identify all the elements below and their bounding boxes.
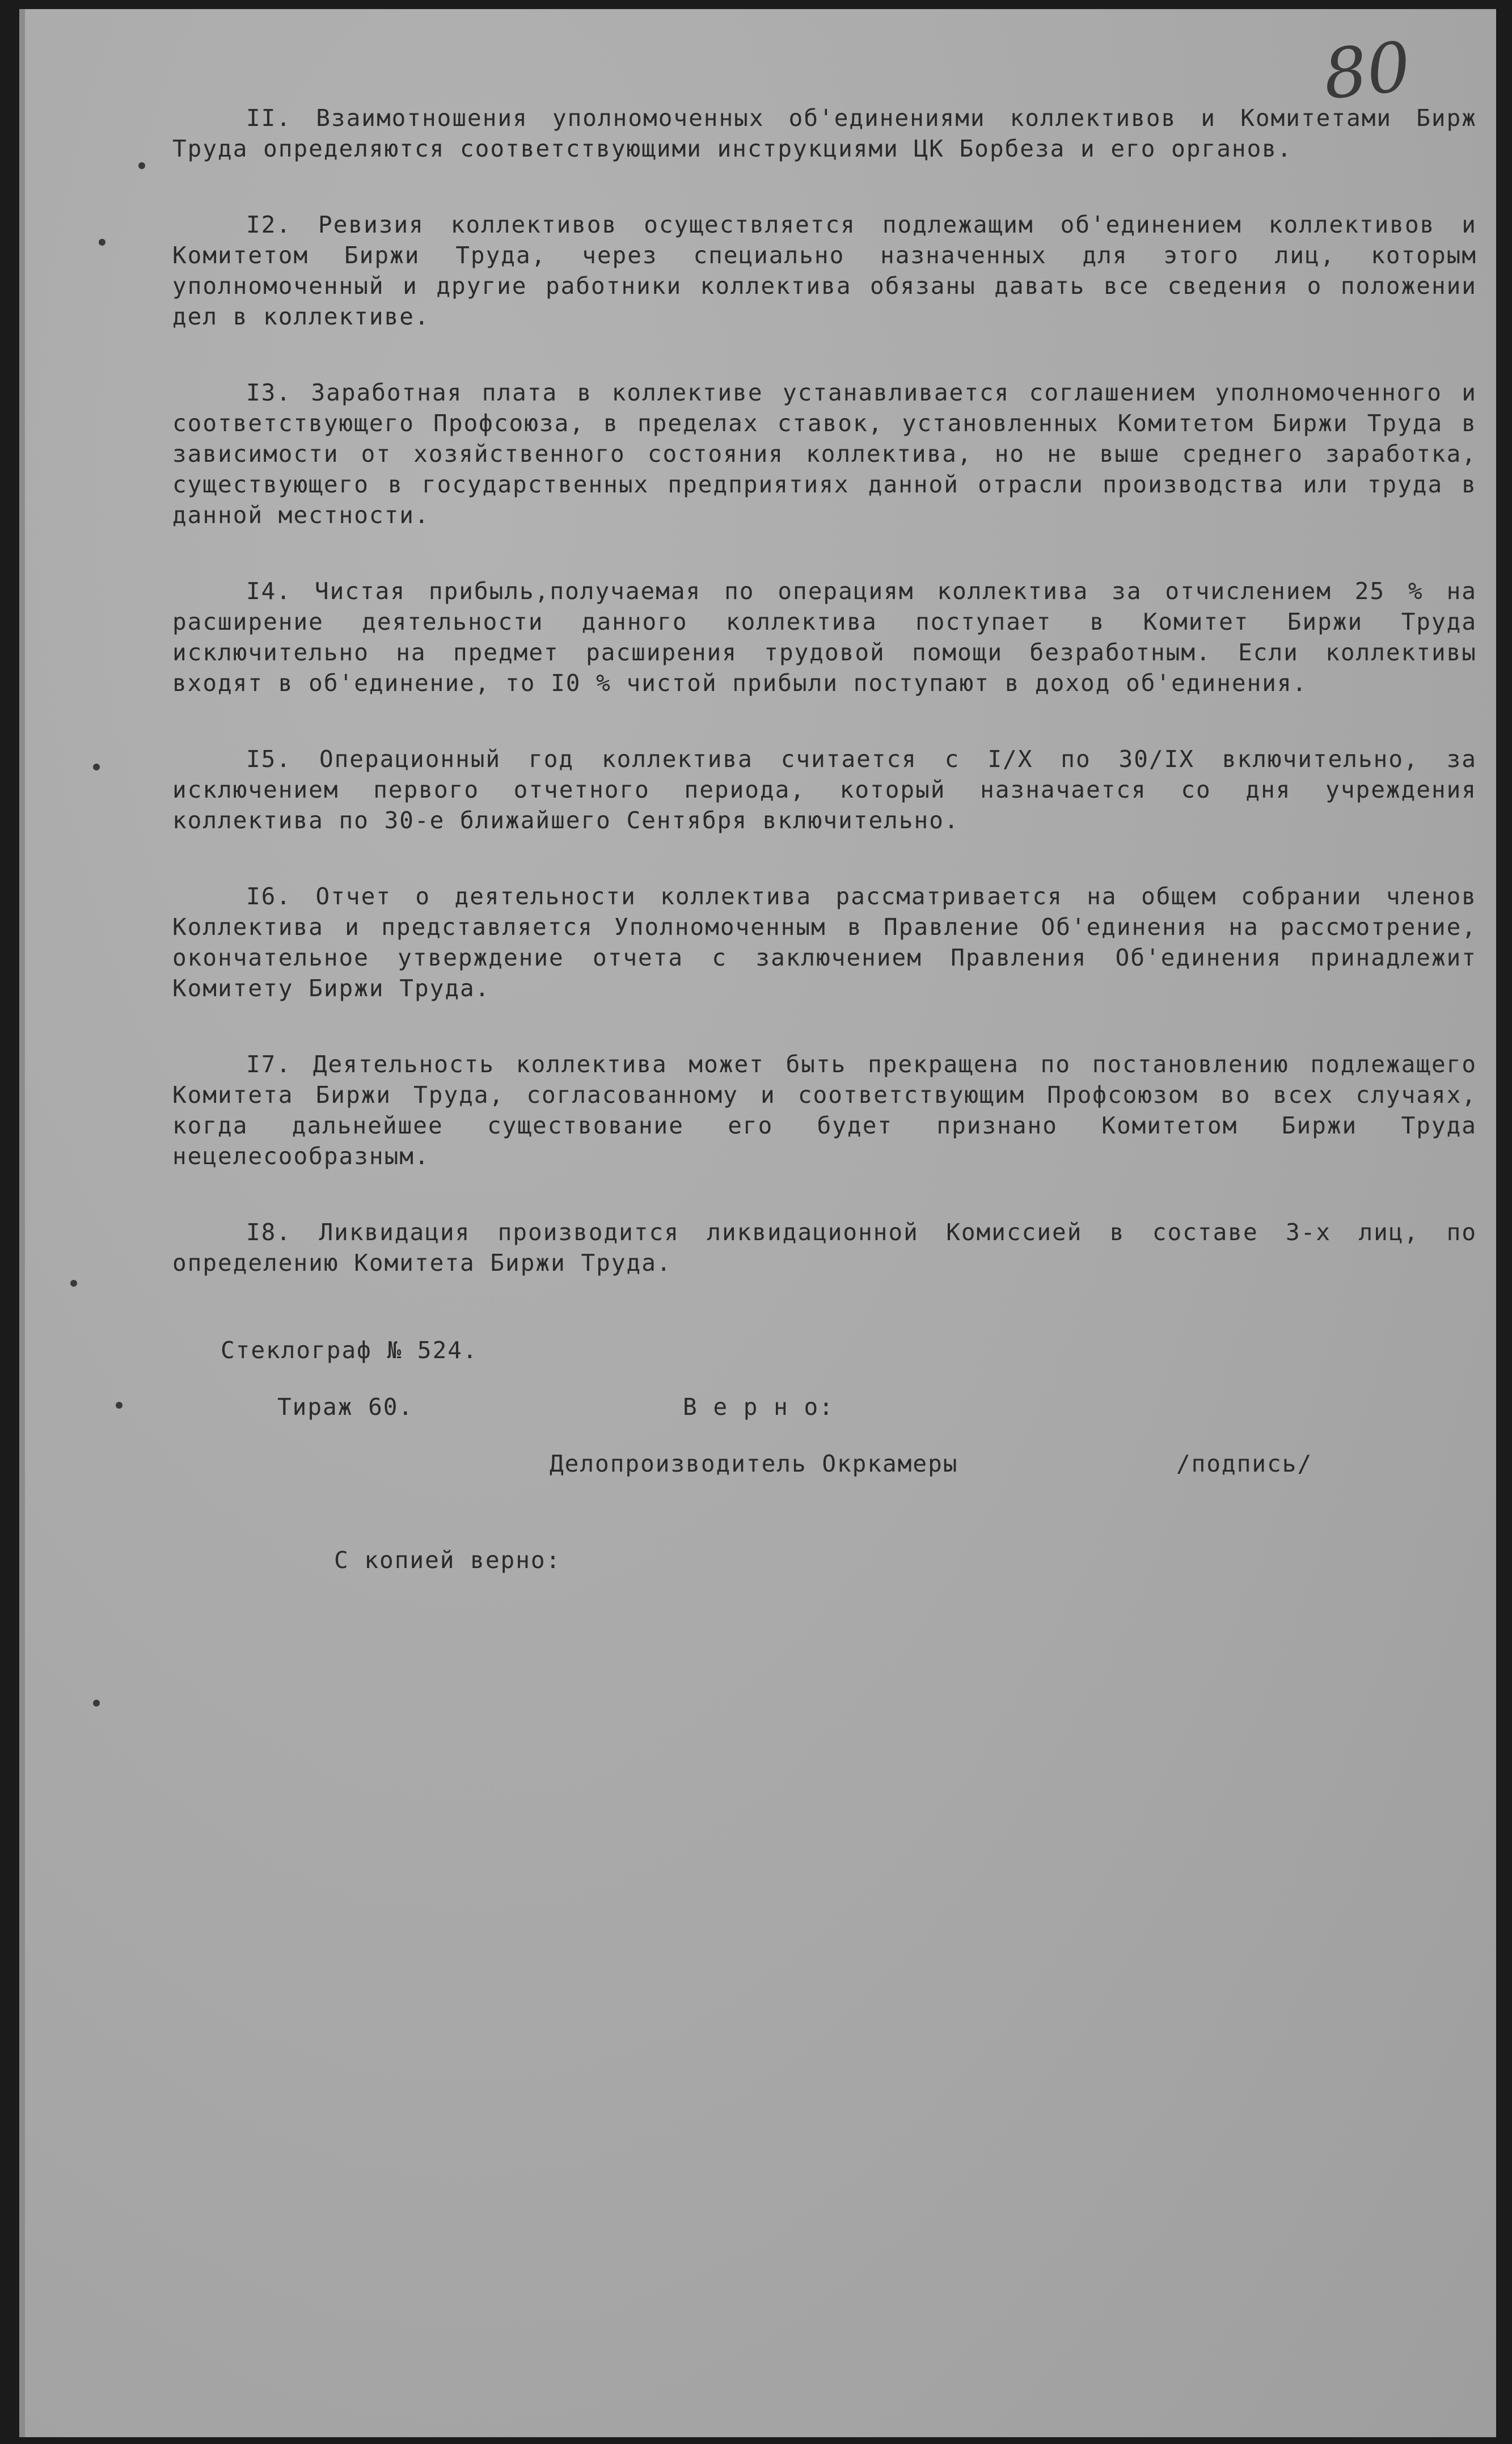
document-page [19,9,1496,2437]
binding-hole [70,1280,77,1287]
paragraph-16: I6. Отчет о деятельности коллектива рассматривается на общем собрании членов Коллектива и представляется Уполномоченным в Правление Об'единения на рассмотрение, окончательное утверждение отчета с заключением Правления Об'единения принадлежит Комитету Биржи Труда. [172,883,1477,1002]
paragraph-11: II. Взаимотношения уполномоченных об'единениями коллективов и Комитетами Бирж Труда определяются соответствующими инструкциями ЦК Борбеза и его органов. [172,104,1477,162]
signature-placeholder: /подпись/ [1176,1450,1313,1477]
paragraph-14: I4. Чистая прибыль,получаемая по операциям коллектива за отчислением 25 % на расширение деятельности данного коллектива поступает в Комитет Биржи Труда исключительно на предмет расширения трудовой помощи безработным. Если коллективы входят в об'единение, то I0 % чистой прибыли поступают в доход об'единения. [172,578,1477,697]
document-body [172,103,1477,1324]
binding-hole [116,1402,123,1409]
paragraph-15: I5. Операционный год коллектива считается с I/X по 30/IX включительно, за исключением первого отчетного периода, который назначается со дня учреждения коллектива по 30-е ближайшего Сентября включительно. [172,745,1477,834]
handwritten-page-number: 80 [1320,27,1414,115]
binding-hole [138,162,145,169]
paragraph-17: I7. Деятельность коллектива может быть прекращена по постановлению подлежащего Комитета Биржи Труда, согласованному и соответствующим Профсоюзом во всех случаях, когда дальнейшее существование его будет признано Комитетом Биржи Труда нецелесообразным. [172,1051,1477,1170]
paragraph-12: I2. Ревизия коллективов осуществляется подлежащим об'единением коллективов и Комитетом Биржи Труда, через специально назначенных для этого лиц, которым уполномоченный и другие работники коллектива обязаны давать все сведения о положении дел в коллективе. [172,211,1477,330]
clerk-title: Делопроизводитель Окркамеры [550,1450,958,1477]
paragraph-18: I8. Ликвидация производится ликвидационной Комиссией в составе 3-х лиц, по определению Комитета Биржи Труда. [172,1219,1477,1276]
binding-hole [99,239,105,246]
copy-certified-label: С копией верно: [334,1547,561,1574]
binding-hole [93,764,100,770]
certified-label: В е р н о: [683,1393,834,1421]
binding-hole [93,1700,100,1706]
paragraph-13: I3. Заработная плата в коллективе устанавливается соглашением уполномоченного и соответствующего Профсоюза, в пределах ставок, установленных Комитетом Биржи Труда в зависимости от хозяйственного состояния коллектива, но не выше среднего заработка, существующего в государственных предприятиях данной отрасли производства или труда в данной местности. [172,379,1477,529]
print-run: Тираж 60. [277,1393,414,1421]
steklograf-number: Стеклограф № 524. [221,1337,478,1364]
